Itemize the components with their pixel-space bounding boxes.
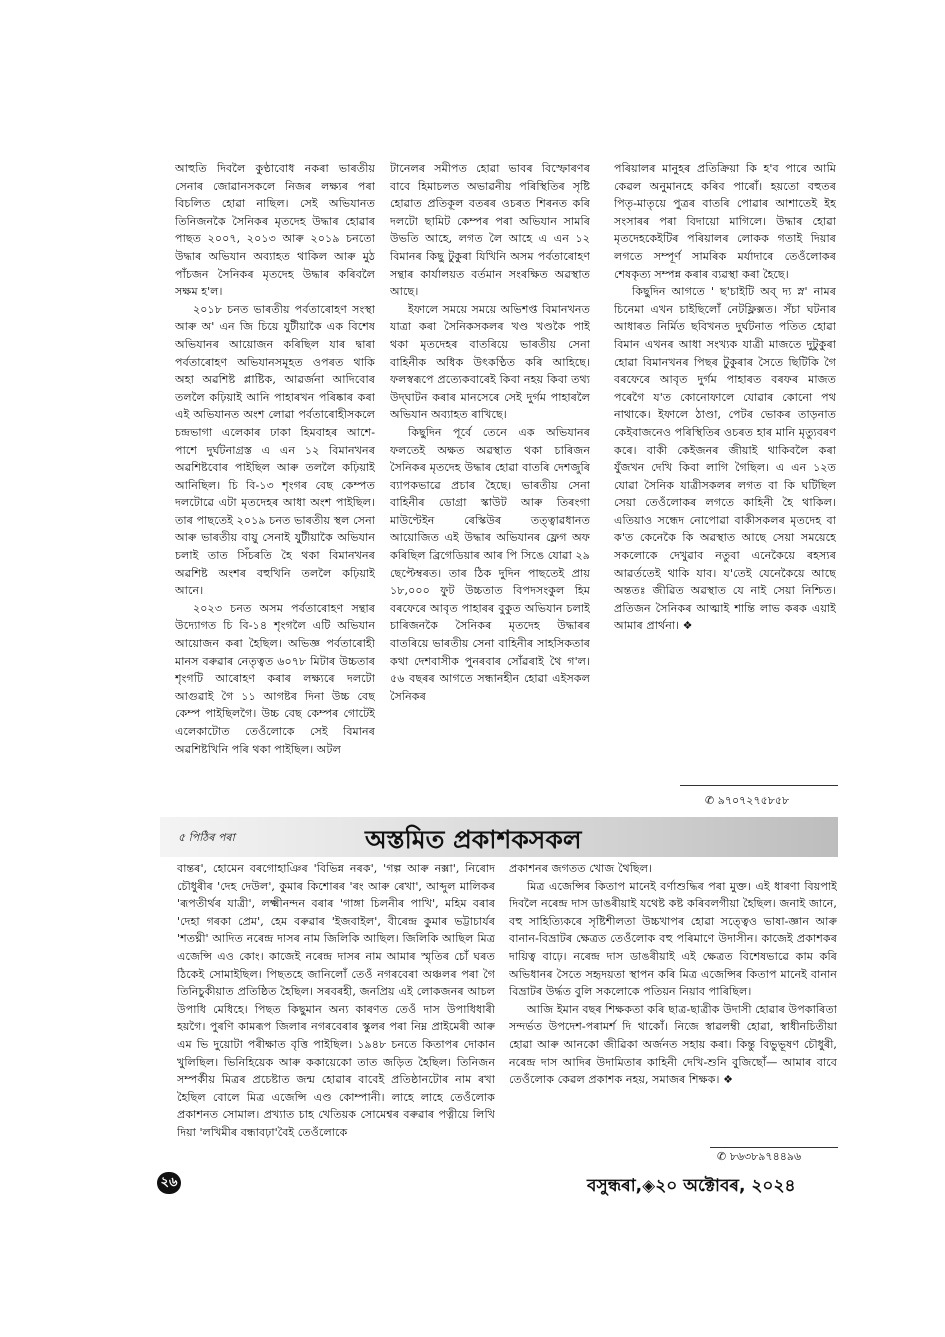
paragraph: কিছুদিন আগতে ' ছ'চাইটি অব্‌ দ্য স্ন' নামৰ চিনেমা এখন চাইছিলোঁ নেটফ্লিক্সত। সঁচা ঘটনাৰ আধাৰত নিৰ্মিত ছবিখনত দুৰ্ঘটনাত পতিত হোৱা বিমান এখনৰ আধা সংখ্যক যাত্ৰী মাজতে দুটুকুৰা হোৱা বিমানখনৰ পিছৰ টুকুৰাৰ সৈতে ছিটিকি গৈ বৰফেৰে আবৃত দুৰ্গম পাহাৰত বৰফৰ মাজত পৰেগৈ য'ত কোনোফালে যোৱাৰ কোনো পথ নাথাকে। ইফালে ঠাণ্ডা, পেটৰ ভোকৰ তাড়নাত কেইবাজনেও পৰিস্থিতিৰ ওচৰত হাৰ মানি মৃত্যুবৰণ কৰে। বাকী কেইজনৰ জীয়াই থাকিবলৈ কৰা যুঁজখন দেখি কিবা লাগি গৈছিল। এ এন ১২ত যোৱা সৈনিক যাত্ৰীসকলৰ লগত বা কি ঘটিছিল সেয়া তেওঁলোকৰ লগতে কাহিনী হৈ থাকিল। এতিয়াও সন্ধেদ নোপোৱা বাকীসকলৰ মৃতদেহ বা ক'ত কেনেকৈ কি অৱস্থাত আছে সেয়া সময়েহে সকলোকে দেখুৱাব নতুবা এনেকৈয়ে ৰহস্যৰ আৱৰ্তত‌েই থাকি যাব। য'তেই যেনেকৈয়ে আছে অন্ততঃ জীৱিত অৱস্থাত যে নাই সেয়া নিশ্চিত। প্ৰতিজন সৈনিকৰ আত্মাই শান্তি লাভ কৰক এয়াই আমাৰ প্ৰাৰ্থনা। ❖ bbox=[614, 285, 836, 633]
footer-masthead bbox=[587, 1173, 796, 1201]
paragraph: আজি ইমান বছৰ শিক্ষকতা কৰি ছাত্ৰ-ছাত্ৰীক উদাসী হোৱাৰ উপকাৰিতা সন্দৰ্ভত উপদেশ-পৰামৰ্শ দি থাকোঁ। নিজে স্বাৱলম্বী হোৱা, স্বাধীনচিতীয়া হোৱা আৰু আনকো জীৱিকা অৰ্জনত সহায় কৰা। কিন্তু বিভুভূষণ চৌধুৰী, নৰেন্দ্ৰ দাস আদিৰ উদামিতাৰ কাহিনী দেখি-শুনি বুজিছোঁ— আমাৰ বাবে তেওঁলোক কেৱল প্ৰকাশক নহয়, সমাজৰ শিক্ষক। ❖ bbox=[509, 1002, 837, 1087]
divider bbox=[680, 785, 838, 786]
article-column-2 bbox=[390, 160, 590, 810]
issue-date: ◈২০ অক্টোবৰ, ২০২৪ bbox=[642, 1176, 796, 1196]
continued-from-label: ৫ পিঠিৰ পৰা bbox=[178, 831, 235, 844]
paragraph: ইফালে সময়ে সময়ে অভিশপ্ত বিমানখনত যাত্ৰা কৰা সৈনিকসকলৰ খণ্ড খণ্ডকৈ পাই থকা মৃতদেহৰ বাতৰিয়ে ভাৰতীয় সেনা বাহিনীক অধিক উৎকণ্ঠিত কৰি আহিছে। ফলস্বৰূপে প্ৰত্যেকবাৰেই কিবা নহয় কিবা তথ্য উদ্‌ঘাটন কৰাৰ মানসেৰে সেই দুৰ্গম পাহাৰলৈ অভিযান অব্যাহত ৰাখিছে। bbox=[390, 302, 590, 422]
article-column-1 bbox=[175, 160, 375, 810]
paragraph: মিত্ৰ এজেন্সিৰ কিতাপ মানেই বৰ্ণাশুদ্ধিৰ পৰা মুক্ত। এই ধাৰণা বিয়পাই দিবলৈ নৰেন্দ্ৰ দাস ডাঙৰীয়াই যথেষ্ট কষ্ট কৰিবলগীয়া হৈছিল। জনাই জানে, বহু সাহিত্যিকৰে সৃষ্টিশীলতা উচ্চখাপৰ হোৱা সত্ত্বেও ভাষা-জ্ঞান আৰু বানান-বিভ্ৰাটৰ ক্ষেত্ৰত তেওঁলোক বহু পৰিমাণে উদাসীন। কাজেই প্ৰকাশকৰ দায়িত্ব বাঢ়ে। নৰেন্দ্ৰ দাস ডাঙৰীয়াই এই ক্ষেত্ৰত বিশেষভাৱে কাম কৰি অভিধানৰ সৈতে সহৃদয়তা স্থাপন কৰি মিত্ৰ এজেন্সিৰ কিতাপ মানেই বানান বিভ্ৰাটৰ উৰ্দ্ধত বুলি সকলোকে পতিয়ন নিয়াব পাৰিছিল। bbox=[509, 879, 837, 999]
paragraph: পৰিয়ালৰ মানুহৰ প্ৰতিক্ৰিয়া কি হ'ব পাৰে আমি কেৱল অনুমানহে কৰিব পাৰোঁ। হয়তো বহুতৰ পিতৃ-মাতৃয়ে পুত্ৰৰ বাতৰি পোৱাৰ আশাতেই ইহ সংসাৰৰ পৰা বিদায়ো মাগিলে। উদ্ধাৰ হোৱা মৃতদেহকেইটিৰ পৰিয়ালৰ লোকক গতাই দিয়াৰ লগতে সম্পূৰ্ণ সামৰিক মৰ্যাদাৰে তেওঁলোকৰ শেষকৃত্য সম্পন্ন কৰাৰ ব্যৱস্থা কৰা হৈছে। bbox=[614, 162, 836, 281]
paragraph: প্ৰকাশনৰ জগতত খোজ থৈছিল। bbox=[509, 862, 653, 875]
paragraph: ২০১৮ চনত ভাৰতীয় পৰ্বতাৰোহণ সংস্থা আৰু অ' এন জি চিয়ে যুটীয়াকৈ এক বিশেষ অভিযানৰ আয়োজন কৰিছিল যাৰ দ্বাৰা পৰ্বতাৰোহণ অভিযানসমূহত ওপৰত থাকি অহা অৱশিষ্ট প্লাষ্টিক, আৱৰ্জনা আদিবোৰ তললৈ কঢ়িয়াই আনি পাহাৰখন পৰিষ্কাৰ কৰা এই অভিযানত অংশ লোৱা পৰ্বতাৰোহীসকলে চন্দ্ৰভাগা এলেকাৰ ঢাকা হিমবাহৰ আশে- পাশে দুৰ্ঘটনাগ্ৰস্ত এ এন ১২ বিমানখনৰ অৱশিষ্টবোৰ পাইছিল আৰু তললৈ কঢ়িয়াই আনিছিল। চি বি-১৩ শৃংগৰ বেছ কেম্পত দলটোৱে এটা মৃতদেহৰ আধা অংশ পাইছিল। তাৰ পাছতেই ২০১৯ চনত ভাৰতীয় স্থল সেনা আৰু ভাৰতীয় বায়ু সেনাই যুটীয়াকৈ অভিযান চলাই তাত সিঁচৰতি হৈ থকা বিমানখনৰ অৱশিষ্ট অংশৰ বহুখিনি তললৈ কঢ়িয়াই আনে। bbox=[175, 302, 375, 598]
paragraph: টানেলৰ সমীপত হোৱা ভাবৰ বিস্ফোৰণৰ বাবে হিমাচলত অভাৱনীয় পৰিস্থিতিৰ সৃষ্টি হোৱাত প্ৰতিকূল বতৰৰ ওচৰত শিৰনত কৰি দলটো ছামিট কেম্পৰ পৰা অভিযান সামৰি উভতি আহে, লগত লৈ আহে এ এন ১২ বিমানৰ কিছু টুকুৰা যিখিনি অসম পৰ্বতাৰোহণ সন্থাৰ কাৰ্যালয়ত বৰ্তমান সংৰক্ষিত অৱস্থাত আছে। bbox=[390, 162, 590, 299]
author-phone: ✆ ৯৭০৭২৭৫৮৫৮ bbox=[705, 794, 790, 807]
author-phone: ✆ ৮৬৩৮৯৭৪৪৯৬ bbox=[717, 1150, 802, 1163]
paragraph: আহুতি দিবলৈ কুণ্ঠাবোধ নকৰা ভাৰতীয় সেনাৰ জোৱানসকলে নিজৰ লক্ষ্যৰ পৰা বিচলিত হোৱা নাছিল। সেই অভিযানত তিনিজনকৈ সৈনিকৰ মৃতদেহ উদ্ধাৰ হোৱাৰ পাছত ২০০৭, ২০১৩ আৰু ২০১৯ চনতো উদ্ধাৰ অভিযান অব্যাহত থাকিল আৰু মুঠ পাঁচজন সৈনিকৰ মৃতদেহ উদ্ধাৰ কৰিবলৈ সক্ষম হ'ল। bbox=[175, 162, 375, 299]
paragraph: বান্তৰ', হোমেন বৰগোহাঞিৰ 'বিভিন্ন নৰক', 'গল্প আৰু নক্সা', নিৰোদ চৌধুৰীৰ 'দেহ দেউল', কুমাৰ কিশোৰৰ 'ৰং আৰু ৰেখা', আব্দুল মালিকৰ 'ৰূপতীৰ্থৰ যাত্ৰী', লক্ষ্মীনন্দন বৰাৰ 'গাঙ্গা চিলনীৰ পাখি', মহিম বৰাৰ 'দেহা গৰকা প্ৰেম', হেম বৰুৱাৰ 'ইজবাইল', বীৰেন্দ্ৰ কুমাৰ ভট্টাচাৰ্যৰ 'শতঘ্নী' আদিত নৰেন্দ্ৰ দাসৰ নাম জিলিকি আছিল। জিলিকি আছিল মিত্ৰ এজেন্সি এও কোং। কাজেই নৰেন্দ্ৰ দাসৰ নাম আমাৰ স্মৃতিৰ চোঁ ঘৰত ঠিকেই সোমাইছিল। পিছতহে জানিলোঁ তেওঁ নগৰবেৰা অঞ্চলৰ পৰা গৈ তিনিচুকীয়াত প্ৰতিষ্ঠিত হৈছিল। সৰবৰহী, জনপ্ৰিয় এই লোকজনৰ আচল উপাধি মেধিহে। পিছত কিছুমান অন্য কাৰণত তেওঁ দাস উপাধিধাৰী হয়গৈ। পুৰণি কামৰূপ জিলাৰ নগৰবেৰাৰ স্কুলৰ পৰা নিম্ন প্ৰাইমেৰী আৰু এম ভি দুয়োটা পৰীক্ষাত বৃত্তি পাইছিল। ১৯৪৮ চনতে কিতাপৰ দোকান খুলিছিল। ভিনিহিয়েক আৰু ককায়েকো তাত জড়িত হৈছিল। তিনিজন সম্পৰ্কীয় মিত্ৰৰ প্ৰচেষ্টাত জন্ম হোৱাৰ বাবেই প্ৰতিষ্ঠানটোৰ নাম ৰখা হৈছিল বোলে মিত্ৰ এজেন্সি এণ্ড কোম্পানী। লাহে লাহে তেওঁলোক প্ৰকাশনত সোমাল। প্ৰখ্যাত চাহ খেতিয়ক সোমেশ্বৰ বৰুৱাৰ পত্নীয়ে লিখি দিয়া 'লখিমীৰ বন্ধাবঢ়া'বৈই তেওঁলোকে bbox=[177, 862, 495, 1139]
magazine-name: বসুন্ধৰা, bbox=[587, 1176, 643, 1196]
article-headline: অস্তমিত প্ৰকাশকসকল bbox=[365, 825, 582, 854]
paragraph: কিছুদিন পূৰ্বে তেনে এক অভিযানৰ ফলতেই অক্ষত অৱস্থাত থকা চাৰিজন সৈনিকৰ মৃতদেহ উদ্ধাৰ হোৱা বাতৰি দেশজুৰি ব্যাপকভাৱে প্ৰচাৰ হৈছে। ভাৰতীয় সেনা বাহিনীৰ ডোগ্ৰা স্কাউট আৰু তিৰংগা মাউণ্টেইন ৰেস্কিউৰ তত্ত্বাৱধানত আয়োজিত এই উদ্ধাৰ অভিযানৰ ফ্লেগ অফ কৰিছিল ব্ৰিগেডিয়াৰ আৰ পি সিঙে যোৱা ২৯ ছেপ্টেম্বৰত। তাৰ ঠিক দুদিন পাছতেই প্ৰায় ১৮,০০০ ফুট উচ্চতাত বিপদসংকুল হিম বৰফেৰে আবৃত পাহাৰৰ বুকুত অভিযান চলাই চাৰিজনকৈ সৈনিকৰ মৃতদেহ উদ্ধাৰৰ বাতৰিয়ে ভাৰতীয় সেনা বাহিনীৰ সাহসিকতাৰ কথা দেশবাসীক পুনৰবাৰ সোঁৱৰাই থৈ গ'ল। ৫৬ বছৰৰ আগতে সন্ধানহীন হোৱা এইসকল সৈনিকৰ bbox=[390, 425, 590, 703]
page-number: ২৬ bbox=[157, 1172, 181, 1194]
paragraph: ২০২৩ চনত অসম পৰ্বতাৰোহণ সন্থাৰ উদ্যোগত চি বি-১৪ শৃংগলৈ এটি অভিযান আয়োজন কৰা হৈছিল। অভিজ্ঞ পৰ্বতাৰোহী মানস বৰুৱাৰ নেতৃত্বত ৬০৭৮ মিটাৰ উচ্চতাৰ শৃংগটি আৰোহণ কৰাৰ লক্ষ্যৰে দলটো আগুৱাই গৈ ১১ আগষ্টৰ দিনা উচ্চ বেছ কেম্প পাইছিলগৈ। উচ্চ বেছ কেম্পৰ গোটেই এলেকাটোত তেওঁলোকে সেই বিমানৰ অৱশিষ্টখিনি পৰি থকা পাইছিল। অটল bbox=[175, 601, 375, 756]
article2-column-1 bbox=[177, 860, 495, 1175]
article2-column-2 bbox=[509, 860, 837, 1160]
article-column-3 bbox=[614, 160, 836, 780]
